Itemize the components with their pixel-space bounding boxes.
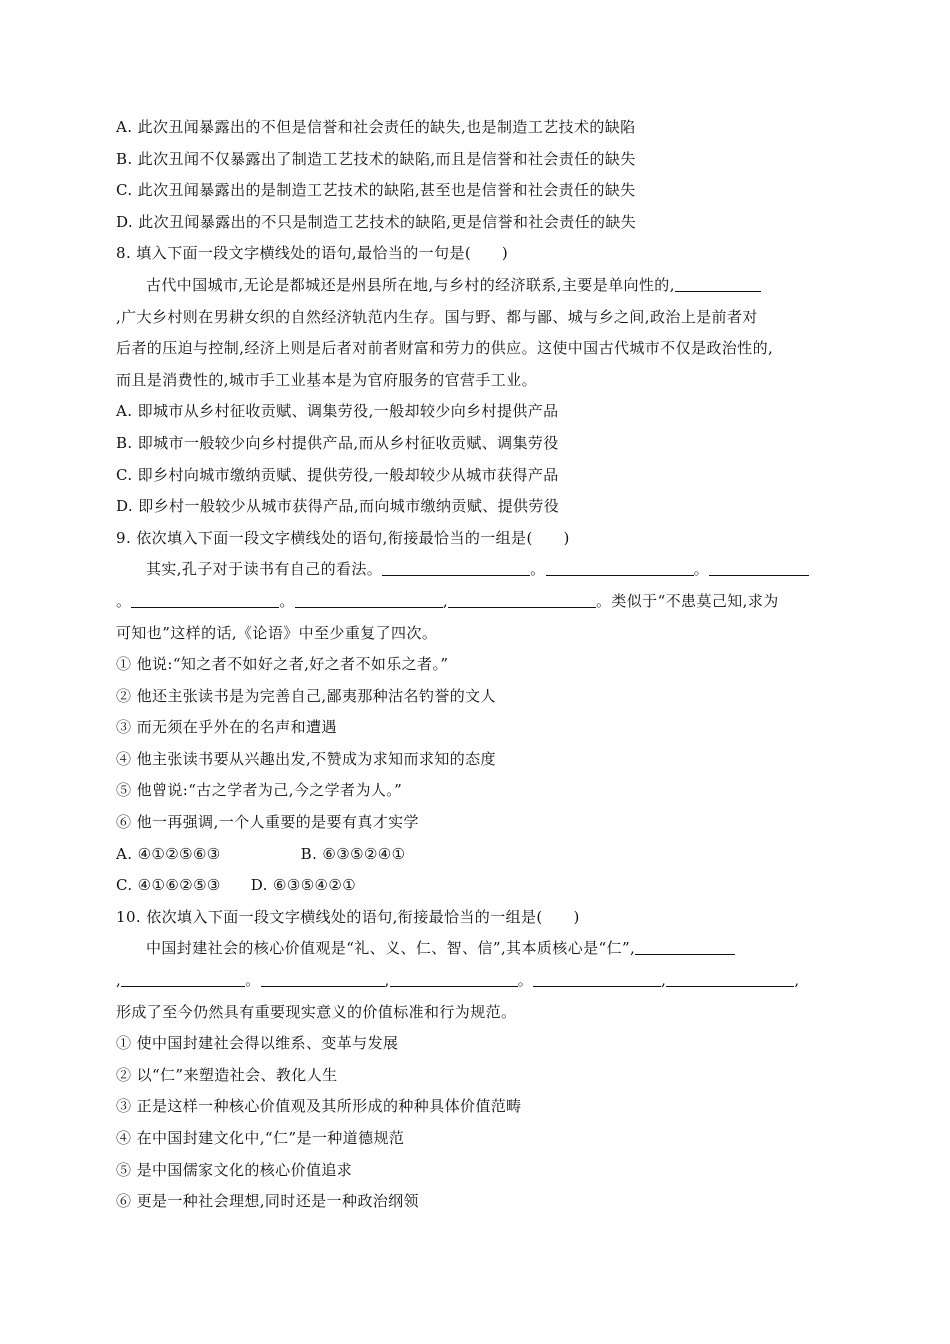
q9-blank-2 <box>546 557 694 576</box>
q8-paragraph-line-1 <box>116 270 832 302</box>
q8-option-a: A. 即城市从乡村征收贡赋、调集劳役,一般却较少向乡村提供产品 <box>116 402 559 421</box>
q10-blank-6 <box>666 968 794 987</box>
q9-text-1: 其实,孔子对于读书有自己的看法。 <box>146 560 383 579</box>
q10-text-1: 中国封建社会的核心价值观是“礼、义、仁、智、信”,其本质核心是“仁”, <box>146 939 636 958</box>
q10-punct: , <box>384 971 390 990</box>
q9-item-6: ⑥ 他一再强调,一个人重要的是要有真才实学 <box>116 813 419 832</box>
document-page <box>116 112 832 1218</box>
q10-blank-1 <box>635 936 735 955</box>
q10-paragraph-line-2 <box>116 965 832 997</box>
q10-punct: , <box>116 971 122 990</box>
q10-item-4: ④ 在中国封建文化中,“仁”是一种道德规范 <box>116 1129 405 1147</box>
q8-blank <box>675 273 761 292</box>
q9-option-c: C. ④①⑥②⑤③ <box>116 876 221 895</box>
q7-option-d: D. 此次丑闻暴露出的不只是制造工艺技术的缺陷,更是信誉和社会责任的缺失 <box>116 212 637 231</box>
q7-option-c: C. 此次丑闻暴露出的是制造工艺技术的缺陷,甚至也是信誉和社会责任的缺失 <box>116 181 636 200</box>
q9-options-row-2 <box>116 870 832 902</box>
q8-option-d: D. 即乡村一般较少从城市获得产品,而向城市缴纳贡赋、提供劳役 <box>116 497 560 516</box>
q10-item-3: ③ 正是这样一种核心价值观及其所形成的种种具体价值范畴 <box>116 1097 522 1116</box>
q10-stem: 10. 依次填入下面一段文字横线处的语句,衔接最恰当的一组是( ) <box>116 907 580 926</box>
q9-item-4: ④ 他主张读书要从兴趣出发,不赞成为求知而求知的态度 <box>116 749 496 768</box>
q9-text-2: 。类似于“不患莫己知,求为 <box>595 591 779 610</box>
q10-blank-2 <box>121 968 245 987</box>
q9-punct: 。 <box>693 560 709 579</box>
q9-item-5: ⑤ 他曾说:“古之学者为己,今之学者为人。” <box>116 781 403 800</box>
q9-blank-1 <box>382 557 530 576</box>
q8-option-b: B. 即城市一般较少向乡村提供产品,而从乡村征收贡赋、调集劳役 <box>116 433 559 452</box>
q9-blank-3 <box>709 557 809 576</box>
q10-item-1: ① 使中国封建社会得以维系、变革与发展 <box>116 1034 399 1053</box>
q10-paragraph-line-1 <box>116 933 832 965</box>
q7-option-b: B. 此次丑闻不仅暴露出了制造工艺技术的缺陷,而且是信誉和社会责任的缺失 <box>116 149 636 168</box>
q9-options-row-1 <box>116 839 832 871</box>
q10-paragraph-line-3: 形成了至今仍然具有重要现实意义的价值标准和行为规范。 <box>116 1002 517 1021</box>
q10-item-2: ② 以“仁”来塑造社会、教化人生 <box>116 1065 338 1084</box>
q9-blank-4 <box>131 589 279 608</box>
q9-item-2: ② 他还主张读书是为完善自己,鄙夷那种沽名钓誉的文人 <box>116 686 496 705</box>
q10-item-5: ⑤ 是中国儒家文化的核心价值追求 <box>116 1160 353 1179</box>
q8-paragraph-line-2: ,广大乡村则在男耕女织的自然经济轨范内生存。国与野、都与鄙、城与乡之间,政治上是前者对 <box>116 307 758 326</box>
q9-punct: , <box>442 591 448 610</box>
q8-option-c: C. 即乡村向城市缴纳贡赋、提供劳役,一般却较少从城市获得产品 <box>116 465 559 484</box>
q8-stem: 8. 填入下面一段文字横线处的语句,最恰当的一句是( ) <box>116 244 509 263</box>
q10-punct: , <box>794 971 800 990</box>
q9-item-1: ① 他说:“知之者不如好之者,好之者不如乐之者。” <box>116 655 449 674</box>
q10-blank-4 <box>390 968 518 987</box>
q10-blank-5 <box>533 968 661 987</box>
q8-text-1: 古代中国城市,无论是都城还是州县所在地,与乡村的经济联系,主要是单向性的, <box>146 275 675 294</box>
q7-option-a: A. 此次丑闻暴露出的不但是信誉和社会责任的缺失,也是制造工艺技术的缺陷 <box>116 118 636 136</box>
q10-punct: 。 <box>245 971 261 990</box>
q9-option-b: B. ⑥③⑤②④① <box>300 844 406 863</box>
q9-blank-5 <box>295 589 443 608</box>
q8-paragraph-line-4: 而且是消费性的,城市手工业基本是为官府服务的官营手工业。 <box>116 370 537 389</box>
q8-paragraph-line-3: 后者的压迫与控制,经济上则是后者对前者财富和劳力的供应。这使中国古代城市不仅是政治性的, <box>116 339 774 358</box>
q9-blank-6 <box>448 589 596 608</box>
q10-item-6: ⑥ 更是一种社会理想,同时还是一种政治纲领 <box>116 1192 419 1211</box>
q9-paragraph-line-1 <box>116 554 832 586</box>
q9-paragraph-line-2 <box>116 586 832 618</box>
q9-item-3: ③ 而无须在乎外在的名声和遭遇 <box>116 718 337 737</box>
q9-paragraph-line-3: 可知也”这样的话,《论语》中至少重复了四次。 <box>116 623 438 642</box>
q10-punct: 。 <box>517 971 534 990</box>
q10-punct: , <box>661 971 667 990</box>
q9-option-d: D. ⑥③⑤④②① <box>250 876 357 895</box>
q9-punct: 。 <box>279 591 295 610</box>
q10-blank-3 <box>261 968 385 987</box>
q9-punct: 。 <box>530 560 546 579</box>
q9-punct: 。 <box>116 591 132 610</box>
q9-option-a: A. ④①②⑤⑥③ <box>116 844 221 863</box>
q9-stem: 9. 依次填入下面一段文字横线处的语句,衔接最恰当的一组是( ) <box>116 528 570 547</box>
